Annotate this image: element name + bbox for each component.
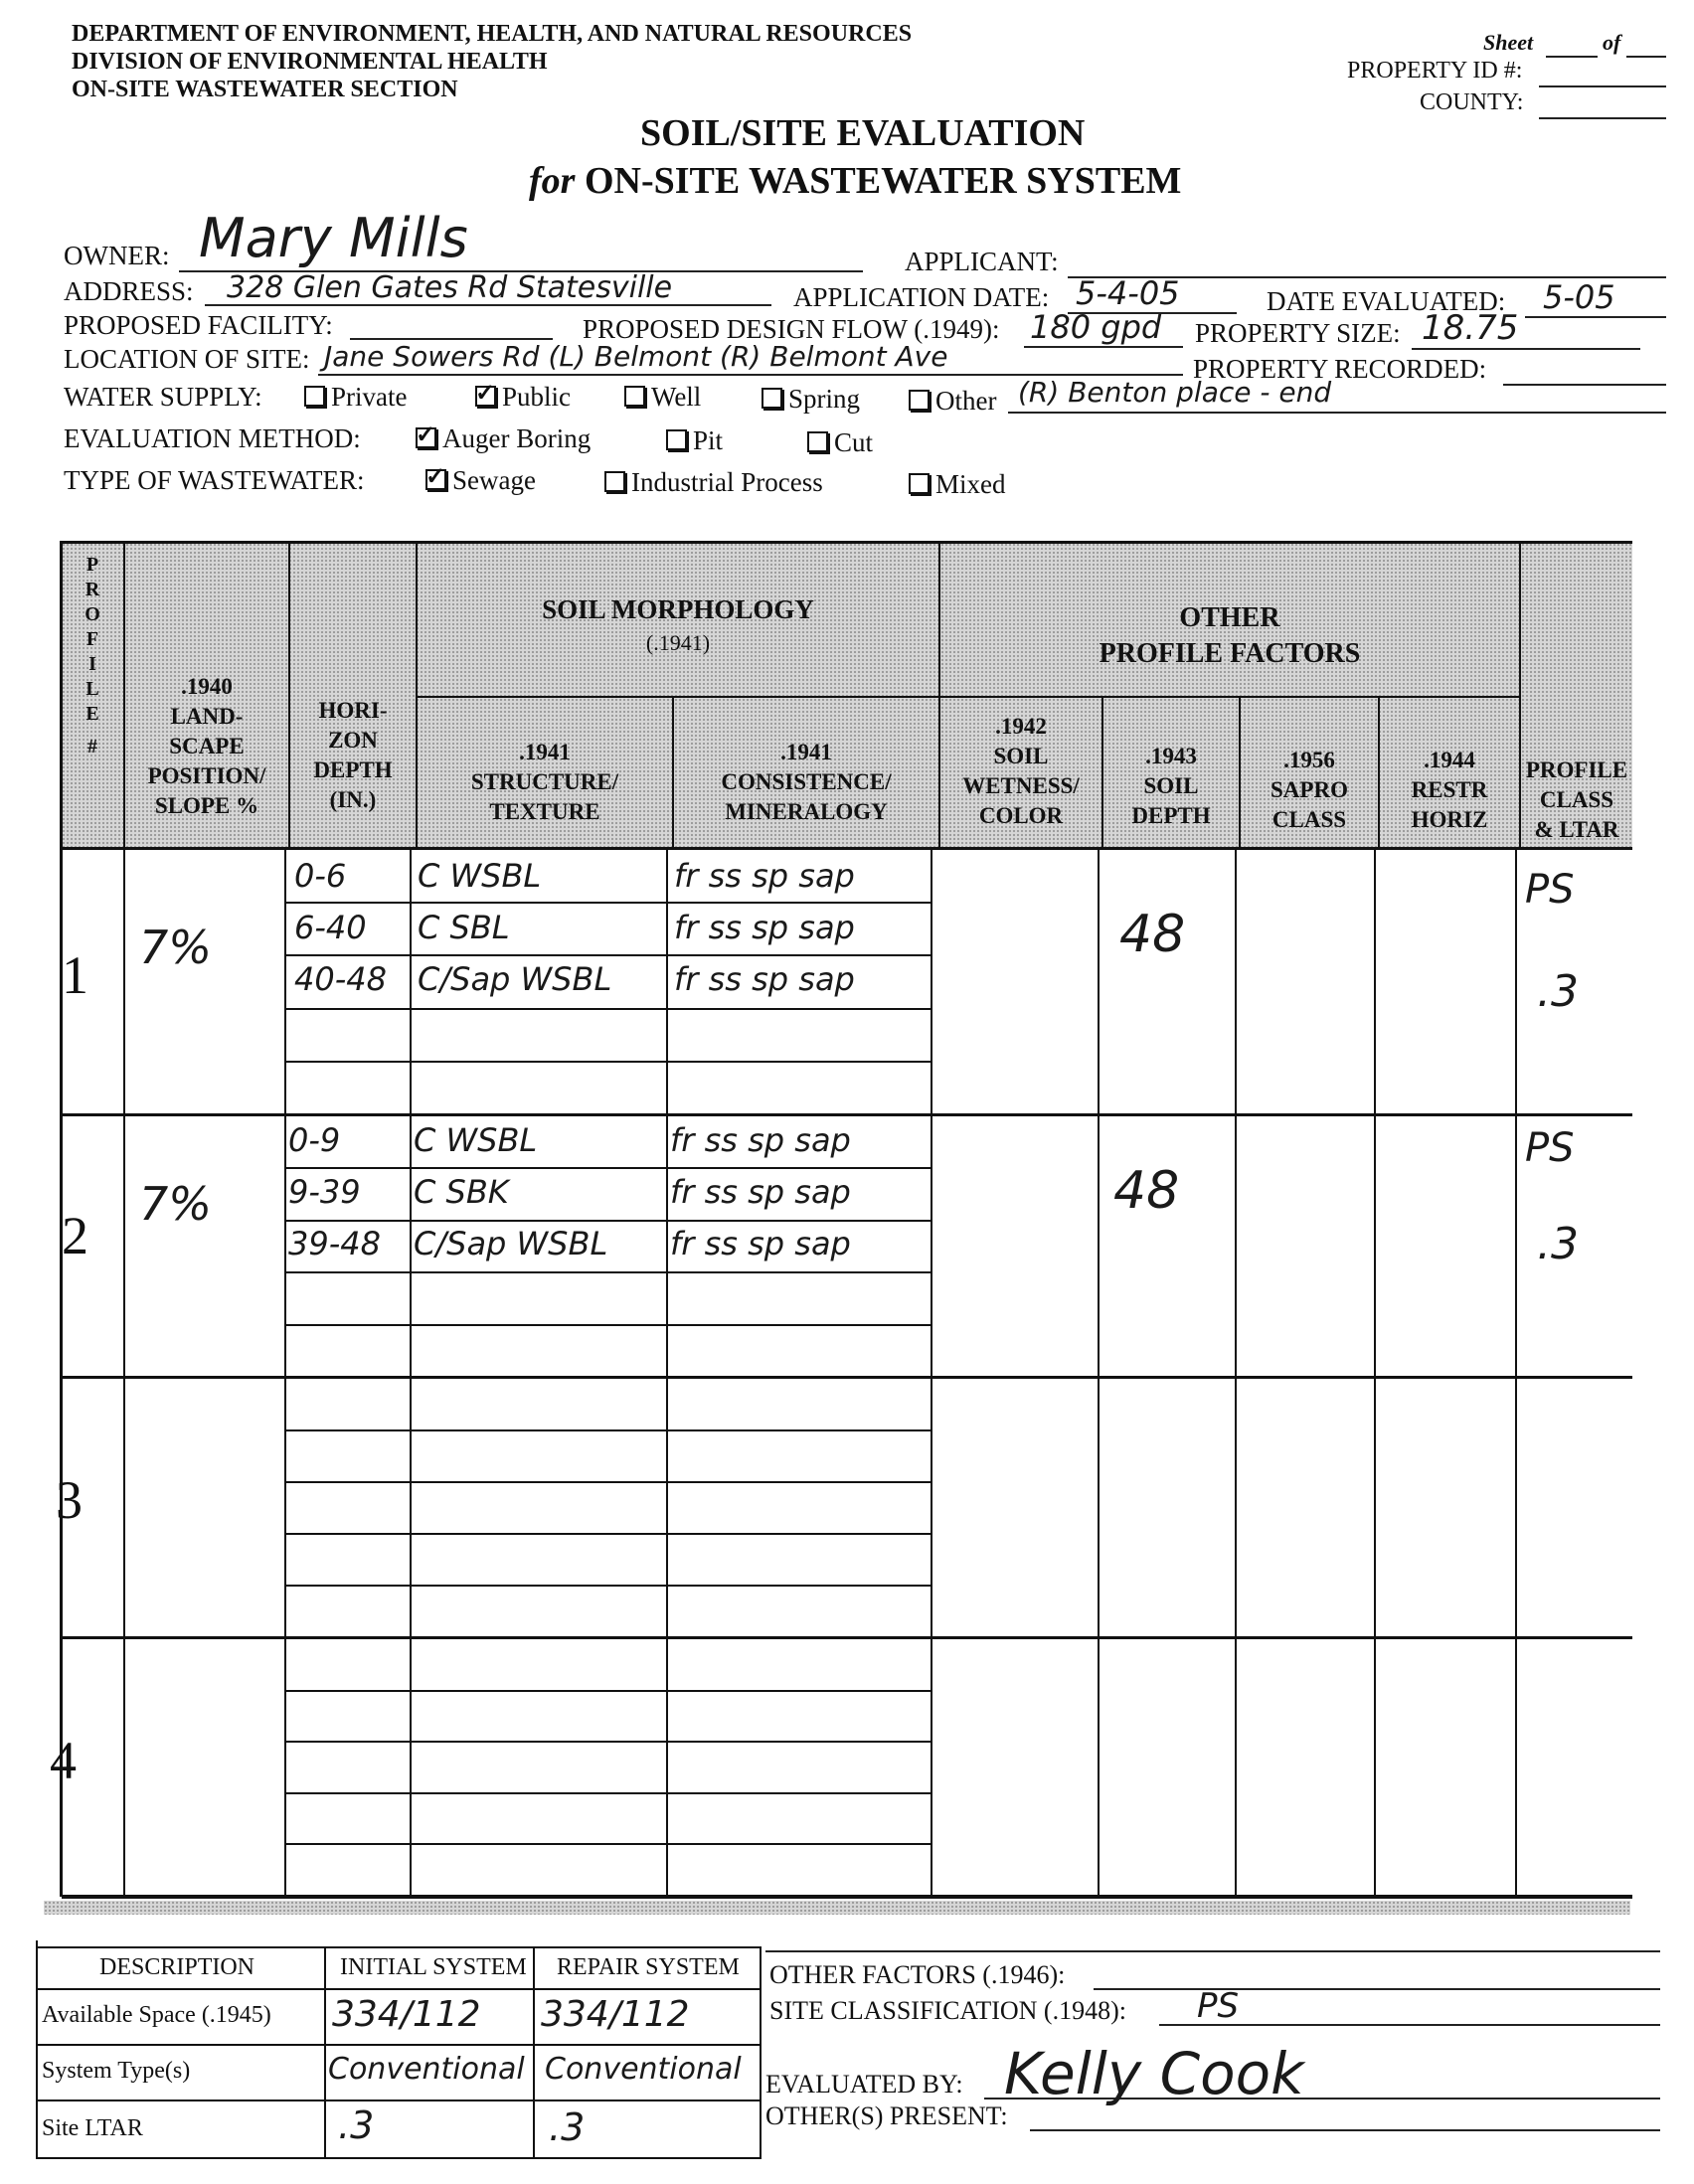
header-subdivider: [418, 696, 1519, 698]
profile-divider: [62, 1636, 1632, 1639]
profile-1-depth-2[interactable]: 6-40: [294, 909, 367, 946]
water-supply-public[interactable]: ✓ Public: [475, 382, 571, 413]
body-col-divider: [410, 849, 412, 1897]
applicant-label: APPLICANT:: [905, 247, 1059, 276]
body-col-divider: [123, 849, 125, 1897]
profile-number-header: P R O F I L E #: [85, 554, 100, 757]
dept-line-3: ON-SITE WASTEWATER SECTION: [72, 77, 458, 102]
system-type-label: System Type(s): [42, 2058, 191, 2084]
profile-1-structure-1[interactable]: C WSBL: [418, 857, 542, 895]
body-col-divider: [1374, 849, 1376, 1897]
location-value-2[interactable]: (R) Benton place - end: [1018, 376, 1332, 409]
available-space-label: Available Space (.1945): [42, 2002, 271, 2028]
site-ltar-initial[interactable]: .3: [338, 2103, 375, 2147]
horizon-row-line: [284, 1792, 931, 1794]
form-title: SOIL/SITE EVALUATION: [640, 112, 1086, 154]
profile-2-structure-3[interactable]: C/Sap WSBL: [414, 1225, 608, 1262]
profile-1-structure-3[interactable]: C/Sap WSBL: [418, 960, 612, 998]
initial-system-header: INITIAL SYSTEM: [340, 1954, 527, 1980]
evaluation-method-label: EVALUATION METHOD:: [64, 423, 361, 453]
horizon-row-line: [284, 1324, 931, 1326]
others-present-label: OTHER(S) PRESENT:: [765, 2101, 1008, 2130]
property-size-label: PROPERTY SIZE:: [1195, 318, 1401, 348]
address-value[interactable]: 328 Glen Gates Rd Statesville: [227, 270, 673, 305]
profile-1-soil-depth[interactable]: 48: [1119, 905, 1186, 964]
profile-4-number: 4: [50, 1731, 77, 1790]
other-profile-factors-header: OTHER PROFILE FACTORS: [1099, 602, 1361, 669]
profile-2-consistence-1[interactable]: fr ss sp sap: [670, 1121, 851, 1159]
body-col-divider: [284, 849, 286, 1897]
profile-2-consistence-3[interactable]: fr ss sp sap: [670, 1225, 851, 1262]
water-supply-private[interactable]: Private: [304, 382, 407, 413]
horizon-row-line: [284, 1220, 931, 1222]
property-recorded-label: PROPERTY RECORDED:: [1193, 354, 1487, 384]
profile-1-class[interactable]: PS: [1525, 867, 1575, 913]
owner-label: OWNER:: [64, 241, 170, 270]
profile-2-structure-1[interactable]: C WSBL: [414, 1121, 538, 1159]
site-classification-value[interactable]: PS: [1197, 1986, 1240, 2026]
method-cut[interactable]: Cut: [807, 427, 873, 458]
consistence-mineralogy-header: .1941 CONSISTENCE/ MINERALOGY: [721, 740, 892, 824]
body-col-divider: [1098, 849, 1100, 1897]
subtitle-for: for: [529, 160, 576, 202]
system-type-initial[interactable]: Conventional: [328, 2052, 525, 2087]
structure-texture-header: .1941 STRUCTURE/ TEXTURE: [470, 740, 619, 824]
profile-1-slope[interactable]: 7%: [139, 921, 212, 974]
profile-2-structure-2[interactable]: C SBK: [414, 1173, 509, 1211]
body-col-divider: [1235, 849, 1237, 1897]
horizon-row-line: [284, 1167, 931, 1169]
location-label: LOCATION OF SITE:: [64, 344, 310, 374]
profile-1-depth-1[interactable]: 0-6: [294, 857, 347, 895]
horizon-row-line: [284, 1741, 931, 1743]
design-flow-label: PROPOSED DESIGN FLOW (.1949):: [583, 314, 1000, 344]
bottom-table-row-line: [36, 1988, 762, 1990]
profile-2-slope[interactable]: 7%: [139, 1177, 212, 1231]
method-auger-boring[interactable]: ✓ Auger Boring: [416, 423, 591, 454]
table-bottom-border: [62, 1895, 1632, 1899]
profile-divider: [62, 1113, 1632, 1116]
dept-line-2: DIVISION OF ENVIRONMENTAL HEALTH: [72, 49, 548, 75]
profile-2-depth-3[interactable]: 39-48: [288, 1225, 381, 1262]
wastewater-industrial[interactable]: Industrial Process: [604, 467, 823, 498]
application-date-value[interactable]: 5-4-05: [1076, 274, 1180, 312]
table-top-border: [62, 541, 1632, 544]
site-ltar-label: Site LTAR: [42, 2115, 143, 2141]
profile-class-header: PROFILE CLASS & LTAR: [1525, 757, 1628, 842]
restrictive-horizon-header: .1944 RESTR HORIZ: [1411, 748, 1488, 832]
body-col-divider: [931, 849, 932, 1897]
available-space-initial[interactable]: 334/112: [332, 1994, 481, 2035]
other-factors-line: [1094, 1988, 1660, 1990]
landscape-slope-header: .1940 LAND- SCAPE POSITION/ SLOPE %: [147, 674, 266, 818]
bottom-table-col: [324, 1946, 326, 2157]
bottom-table-col: [533, 1946, 535, 2157]
profile-1-consistence-2[interactable]: fr ss sp sap: [674, 909, 855, 946]
method-pit[interactable]: Pit: [666, 425, 723, 456]
profile-1-consistence-1[interactable]: fr ss sp sap: [674, 857, 855, 895]
horizon-row-line: [284, 1690, 931, 1692]
wastewater-type-label: TYPE OF WASTEWATER:: [64, 465, 365, 495]
others-present-line: [1030, 2129, 1660, 2131]
property-id-label: PROPERTY ID #:: [1347, 58, 1523, 84]
bottom-table-top: [36, 1946, 762, 1948]
site-classification-label: SITE CLASSIFICATION (.1948):: [769, 1996, 1126, 2025]
soil-wetness-header: .1942 SOIL WETNESS/ COLOR: [962, 714, 1080, 828]
profile-divider: [62, 1376, 1632, 1379]
property-size-value[interactable]: 18.75: [1422, 308, 1519, 348]
profile-2-number: 2: [62, 1206, 88, 1265]
water-supply-spring[interactable]: Spring: [762, 384, 860, 415]
horizon-row-line: [284, 1533, 931, 1535]
profile-1-ltar[interactable]: .3: [1537, 966, 1579, 1017]
repair-system-header: REPAIR SYSTEM: [557, 1954, 740, 1980]
profile-2-depth-1[interactable]: 0-9: [288, 1121, 341, 1159]
site-ltar-repair[interactable]: .3: [549, 2105, 586, 2149]
section-separator: [44, 1901, 1630, 1915]
horizon-row-line: [284, 1008, 931, 1010]
profile-1-consistence-3[interactable]: fr ss sp sap: [674, 960, 855, 998]
bottom-table-col: [36, 1940, 38, 2157]
design-flow-value[interactable]: 180 gpd: [1030, 308, 1162, 346]
horizon-depth-header: HORI- ZON DEPTH (IN.): [313, 698, 393, 812]
body-col-divider: [1515, 849, 1517, 1897]
subtitle-rest: ON-SITE WASTEWATER SYSTEM: [584, 160, 1182, 202]
bottom-table-col: [760, 1946, 762, 2157]
wastewater-sewage[interactable]: ✓ Sewage: [425, 465, 536, 496]
date-evaluated-value[interactable]: 5-05: [1543, 278, 1615, 316]
horizon-row-line: [284, 1585, 931, 1587]
other-factors-label: OTHER FACTORS (.1946):: [769, 1960, 1066, 1989]
location-value[interactable]: Jane Sowers Rd (L) Belmont (R) Belmont Ave: [324, 340, 948, 373]
sapro-class-header: .1956 SAPRO CLASS: [1270, 748, 1348, 832]
soil-morphology-header: SOIL MORPHOLOGY (.1941): [542, 594, 814, 655]
profile-1-structure-2[interactable]: C SBL: [418, 909, 510, 946]
profile-2-soil-depth[interactable]: 48: [1113, 1161, 1180, 1221]
horizon-row-line: [284, 1061, 931, 1063]
county-label: COUNTY:: [1420, 89, 1524, 115]
water-supply-label: WATER SUPPLY:: [64, 382, 262, 412]
profile-2-depth-2[interactable]: 9-39: [288, 1173, 361, 1211]
proposed-facility-label: PROPOSED FACILITY:: [64, 310, 333, 340]
bottom-table-row-line: [36, 2044, 762, 2046]
water-supply-well[interactable]: Well: [624, 382, 701, 413]
system-type-repair[interactable]: Conventional: [545, 2052, 742, 2087]
evaluated-by-signature[interactable]: Kelly Cook: [1004, 2040, 1304, 2107]
profile-1-number: 1: [62, 945, 88, 1005]
sheet-label: Sheet: [1483, 30, 1534, 55]
description-header: DESCRIPTION: [99, 1954, 255, 1980]
available-space-repair[interactable]: 334/112: [541, 1994, 690, 2035]
wastewater-mixed[interactable]: Mixed: [909, 469, 1006, 500]
profile-3-number: 3: [56, 1470, 83, 1530]
evaluated-by-label: EVALUATED BY:: [765, 2070, 963, 2099]
bottom-table-row-line: [36, 2100, 762, 2101]
horizon-row-line: [284, 1843, 931, 1845]
application-date-label: APPLICATION DATE:: [793, 282, 1050, 312]
of-label: of: [1603, 30, 1621, 55]
table-header-bottom: [62, 847, 1632, 850]
date-evaluated-label: DATE EVALUATED:: [1267, 286, 1506, 316]
profile-2-ltar[interactable]: .3: [1537, 1219, 1579, 1269]
horizon-row-line: [284, 1481, 931, 1483]
horizon-row-line: [284, 1429, 931, 1431]
soil-depth-header: .1943 SOIL DEPTH: [1131, 744, 1211, 828]
water-supply-other[interactable]: Other: [909, 386, 996, 417]
owner-value[interactable]: Mary Mills: [199, 207, 468, 269]
profile-1-depth-3[interactable]: 40-48: [294, 960, 387, 998]
profile-2-class[interactable]: PS: [1525, 1125, 1575, 1171]
other-factors-top-line: [765, 1950, 1660, 1952]
dept-line-1: DEPARTMENT OF ENVIRONMENT, HEALTH, AND NATURAL RESOURCES: [72, 21, 913, 47]
address-label: ADDRESS:: [64, 276, 194, 306]
profile-2-consistence-2[interactable]: fr ss sp sap: [670, 1173, 851, 1211]
horizon-row-line: [284, 1271, 931, 1273]
bottom-table-bottom: [36, 2157, 762, 2159]
horizon-row-line: [284, 954, 931, 956]
body-col-divider: [666, 849, 668, 1897]
horizon-row-line: [284, 902, 931, 904]
